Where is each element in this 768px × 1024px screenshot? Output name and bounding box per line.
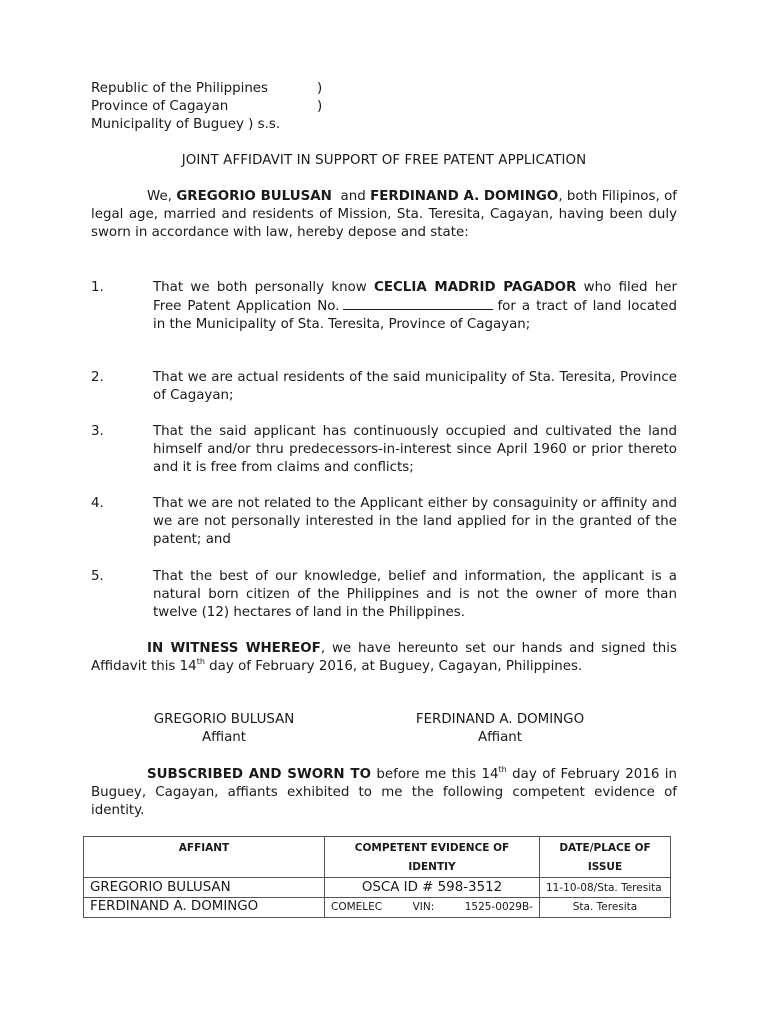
venue-municipality: Municipality of Buguey ) s.s. — [91, 117, 281, 132]
statement-1-mid: who filed her Free Patent Application No. — [153, 280, 677, 314]
signatory-role: Affiant — [201, 730, 247, 745]
statement-text — [153, 279, 677, 334]
witness-paragraph — [91, 640, 677, 676]
witness-sup: th — [196, 656, 205, 666]
application-number-blank — [343, 297, 493, 310]
statement-text: That we are actual residents of the said municipality of Sta. Teresita, Province of Cagayan; — [153, 370, 677, 403]
venue-paren-2: ) — [317, 99, 323, 114]
venue-block — [91, 80, 323, 134]
signature-block-2 — [380, 711, 620, 747]
table-header-row — [84, 837, 671, 878]
table-cell: OSCA ID # 598-3512 — [325, 878, 540, 898]
statement-1-pre: That we both personally know — [153, 280, 367, 295]
table-row — [84, 878, 671, 898]
evidence-part: VIN: — [412, 901, 435, 913]
jurat-text-2: day of February 2016 in Buguey, Cagayan, affiants exhibited to me the following competent evidence of identity. — [91, 767, 677, 818]
venue-province: Province of Cagayan — [91, 99, 229, 114]
evidence-part: COMELEC — [331, 901, 383, 913]
intro-affiant-1: GREGORIO BULUSAN — [176, 189, 332, 204]
statement-number: 4. — [91, 496, 104, 511]
signatory-name: GREGORIO BULUSAN — [153, 712, 295, 727]
statement-1-post: for a tract of land located in the Municipality of Sta. Teresita, Province of Cagayan; — [153, 299, 678, 332]
intro-affiant-2: FERDINAND A. DOMINGO — [370, 189, 559, 204]
table-header: DATE/PLACE OF ISSUE — [540, 837, 671, 878]
table-row — [84, 898, 671, 918]
statement-number: 1. — [91, 280, 104, 295]
jurat-text-1: before me this 14 — [370, 767, 499, 782]
witness-text-1: , we have hereunto set our hands and signed this Affidavit this 14 — [91, 641, 677, 674]
witness-text-2: day of February 2016, at Buguey, Cagayan, Philippines. — [204, 659, 583, 674]
evidence-table — [83, 836, 671, 918]
table-cell: FERDINAND A. DOMINGO — [84, 898, 325, 918]
witness-heading: IN WITNESS WHEREOF — [147, 641, 321, 656]
table-cell: GREGORIO BULUSAN — [84, 878, 325, 898]
signatory-role: Affiant — [477, 730, 523, 745]
statement-text: That the said applicant has continuously occupied and cultivated the land himself and/or thru predecessors-in-interest since April 1960 or prior thereto and it is free from claims and conflicts; — [153, 424, 677, 475]
intro-we: We, — [147, 189, 172, 204]
signatory-name: FERDINAND A. DOMINGO — [415, 712, 585, 727]
statement-number: 5. — [91, 569, 104, 584]
venue-paren-1: ) — [317, 81, 323, 96]
evidence-comelec — [331, 898, 533, 917]
statement-text: That the best of our knowledge, belief and information, the applicant is a natural born citizen of the Philippines and is not the owner of more than twelve (12) hectares of land in the Philippines. — [153, 569, 677, 620]
applicant-name: CECLIA MADRID PAGADOR — [374, 280, 577, 295]
table-header: AFFIANT — [84, 837, 325, 878]
jurat-paragraph — [91, 766, 677, 820]
intro-rest: , both Filipinos, of legal age, married and residents of Mission, Sta. Teresita, Cagayan, having been duly sworn in accordance with law, hereby depose and state: — [91, 189, 677, 240]
statement-number: 3. — [91, 424, 104, 439]
table-cell — [325, 898, 540, 918]
table-cell: 11-10-08/Sta. Teresita — [540, 878, 671, 898]
table-cell: Sta. Teresita — [540, 898, 671, 918]
intro-paragraph — [91, 188, 677, 242]
venue-republic: Republic of the Philippines — [91, 81, 269, 96]
jurat-heading: SUBSCRIBED AND SWORN TO — [147, 767, 371, 782]
document-title: JOINT AFFIDAVIT IN SUPPORT OF FREE PATENT APPLICATION — [181, 153, 587, 168]
jurat-sup: th — [498, 764, 507, 774]
signature-block-1 — [114, 711, 334, 747]
intro-and: and — [340, 189, 366, 204]
evidence-part: 1525-0029B- — [464, 901, 533, 913]
table-header: COMPETENT EVIDENCE OF IDENTIY — [325, 837, 540, 878]
statement-text: That we are not related to the Applicant either by consaguinity or affinity and we are not personally interested in the land applied for in the granted of the patent; and — [153, 496, 677, 547]
statement-number: 2. — [91, 370, 104, 385]
